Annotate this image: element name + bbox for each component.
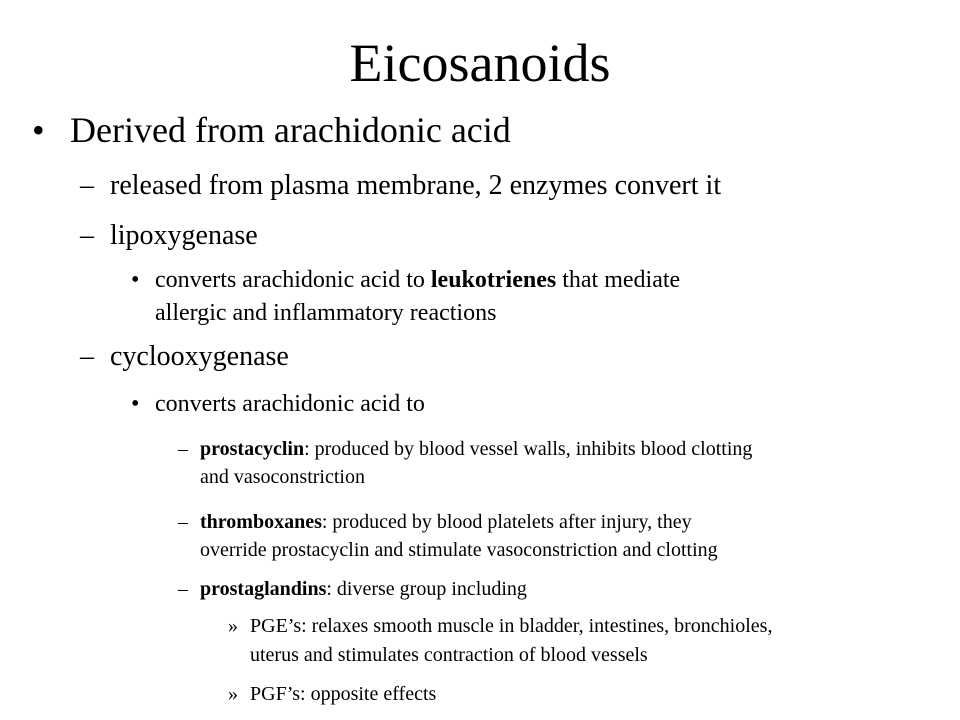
pge-line2: uterus and stimulates contraction of blood vessels: [250, 644, 648, 666]
cyclooxygenase-detail: converts arachidonic acid to: [155, 391, 425, 417]
item-cyclooxygenase: cyclooxygenase: [110, 341, 289, 372]
prostacyclin-line1: prostacyclin: produced by blood vessel walls, inhibits blood clotting: [200, 438, 753, 460]
prostaglandins-line1: prostaglandins: diverse group including: [200, 578, 527, 600]
item-released: released from plasma membrane, 2 enzymes convert it: [110, 170, 722, 201]
prostacyclin-line2: and vasoconstriction: [200, 466, 365, 488]
slide-title: Eicosanoids: [349, 33, 611, 93]
dash-marker: –: [80, 341, 94, 372]
dash-marker: –: [178, 438, 188, 460]
item-lipoxygenase: lipoxygenase: [110, 220, 258, 251]
bullet-derived: Derived from arachidonic acid: [70, 110, 511, 150]
raquo-marker: »: [228, 615, 238, 637]
lipoxygenase-detail-line1: converts arachidonic acid to leukotrienes that mediate: [155, 267, 681, 293]
dash-marker: –: [178, 578, 188, 600]
dash-marker: –: [80, 220, 94, 251]
lipoxygenase-detail-line2: allergic and inflammatory reactions: [155, 300, 497, 326]
thromboxanes-line2: override prostacyclin and stimulate vasoconstriction and clotting: [200, 539, 718, 561]
bullet-marker: •: [32, 110, 45, 150]
raquo-marker: »: [228, 683, 238, 705]
pgf-line: PGF’s: opposite effects: [250, 683, 437, 705]
bullet-marker: •: [131, 267, 140, 293]
bullet-marker: •: [131, 391, 140, 417]
dash-marker: –: [178, 511, 188, 533]
dash-marker: –: [80, 170, 94, 201]
pge-line1: PGE’s: relaxes smooth muscle in bladder, intestines, bronchioles,: [250, 615, 773, 637]
thromboxanes-line1: thromboxanes: produced by blood platelets after injury, they: [200, 511, 692, 533]
